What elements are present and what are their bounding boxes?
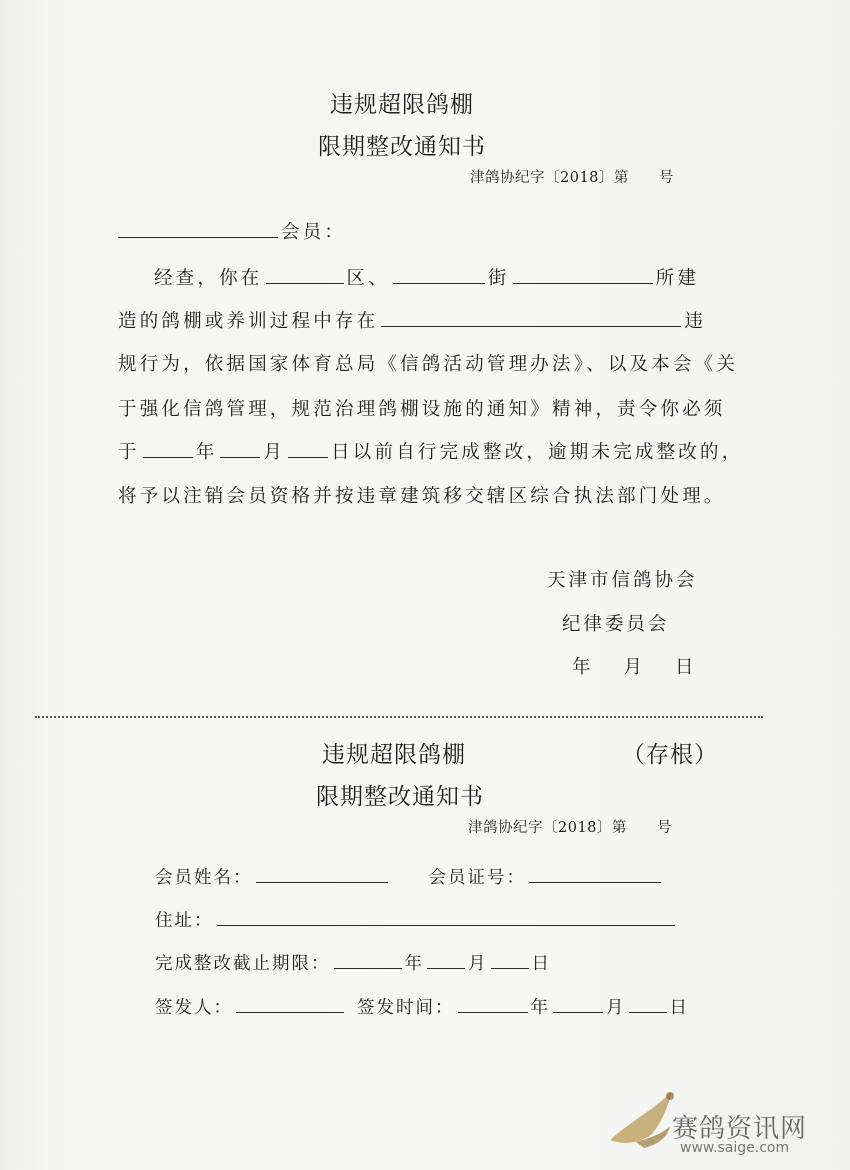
stub-member-name-label: 会员姓名： <box>155 868 253 888</box>
para-line-2 <box>118 307 706 333</box>
stub-line-deadline <box>155 950 551 975</box>
deadline-month-blank <box>220 439 260 458</box>
stub-issue-time-label: 签发时间： <box>357 998 455 1018</box>
stub-title-line1: 违规超限鸽棚 <box>322 742 466 768</box>
stub-deadline-day: 日 <box>531 954 551 974</box>
member-suffix: 会员： <box>281 222 347 243</box>
signature-org: 天津市信鸽协会 <box>547 570 698 591</box>
stub-deadline-month: 月 <box>468 954 488 974</box>
stub-line-issuer <box>155 994 689 1019</box>
stub-issue-month-blank <box>553 994 603 1013</box>
watermark-site-name: 赛鸽资讯网 <box>672 1114 808 1144</box>
member-line <box>118 218 346 244</box>
para-l5-d: 日以前自行完成整改，逾期未完成整改的， <box>331 442 744 463</box>
para-line-5 <box>118 438 743 464</box>
para-l1-a: 经查，你在 <box>154 268 263 289</box>
tear-line-divider <box>35 716 763 718</box>
signature-dept: 纪律委员会 <box>562 614 670 635</box>
stub-deadline-year-blank <box>334 950 402 969</box>
address-blank <box>513 265 653 284</box>
stub-issue-year: 年 <box>530 998 550 1018</box>
para-l2-b: 违 <box>684 311 707 332</box>
member-name-blank <box>118 219 278 238</box>
para-l1-d: 所建 <box>655 268 700 289</box>
signature-date <box>572 653 697 679</box>
sig-month: 月 <box>623 657 646 678</box>
notice-title-line2: 限期整改通知书 <box>318 134 486 160</box>
stub-address-label: 住址： <box>155 911 214 931</box>
watermark-url: www.saige.com <box>680 1140 790 1156</box>
stub-member-name-blank <box>256 864 388 883</box>
para-l2-a: 造的鸽棚或养训过程中存在 <box>118 311 379 332</box>
para-line-1 <box>154 264 699 290</box>
stub-doc-number: 津鸽协纪字〔2018〕第 号 <box>468 820 672 836</box>
notice-doc-number: 津鸽协纪字〔2018〕第 号 <box>470 170 674 186</box>
notice-title-line1: 违规超限鸽棚 <box>330 92 474 118</box>
stub-line-member <box>155 864 664 889</box>
para-line-3: 规行为，依据国家体育总局《信鸽活动管理办法》、以及本会《关 <box>118 354 739 375</box>
violation-blank <box>381 308 681 327</box>
para-l5-a: 于 <box>118 442 140 463</box>
stub-address-blank <box>217 907 675 926</box>
stub-deadline-day-blank <box>491 950 529 969</box>
deadline-day-blank <box>288 439 328 458</box>
para-l1-c: 街 <box>487 268 510 289</box>
district-blank <box>266 265 344 284</box>
stub-issue-month: 月 <box>606 998 626 1018</box>
stub-issuer-label: 签发人： <box>155 998 233 1018</box>
sig-day: 日 <box>675 657 697 678</box>
stub-member-id-blank <box>529 864 661 883</box>
para-l5-b: 年 <box>195 442 218 463</box>
para-l1-b: 区、 <box>346 268 390 289</box>
stub-issue-day: 日 <box>669 998 689 1018</box>
deadline-year-blank <box>143 439 193 458</box>
stub-title-line2: 限期整改通知书 <box>316 784 484 810</box>
stub-issuer-blank <box>236 994 344 1013</box>
stub-issue-day-blank <box>629 994 667 1013</box>
stub-line-address <box>155 907 678 932</box>
para-line-6: 将予以注销会员资格并按违章建筑移交辖区综合执法部门处理。 <box>118 486 726 507</box>
stub-deadline-month-blank <box>427 950 465 969</box>
stub-member-id-label: 会员证号： <box>428 868 526 888</box>
stub-issue-year-blank <box>458 994 528 1013</box>
para-line-4: 于强化信鸽管理，规范治理鸽棚设施的通知》精神，责令你必须 <box>118 399 726 420</box>
stub-deadline-year: 年 <box>404 954 424 974</box>
para-l5-c: 月 <box>263 442 286 463</box>
sig-year: 年 <box>572 657 594 678</box>
stub-deadline-label: 完成整改截止期限： <box>155 954 331 974</box>
stub-tag: （存根） <box>622 742 718 768</box>
street-blank <box>393 265 485 284</box>
